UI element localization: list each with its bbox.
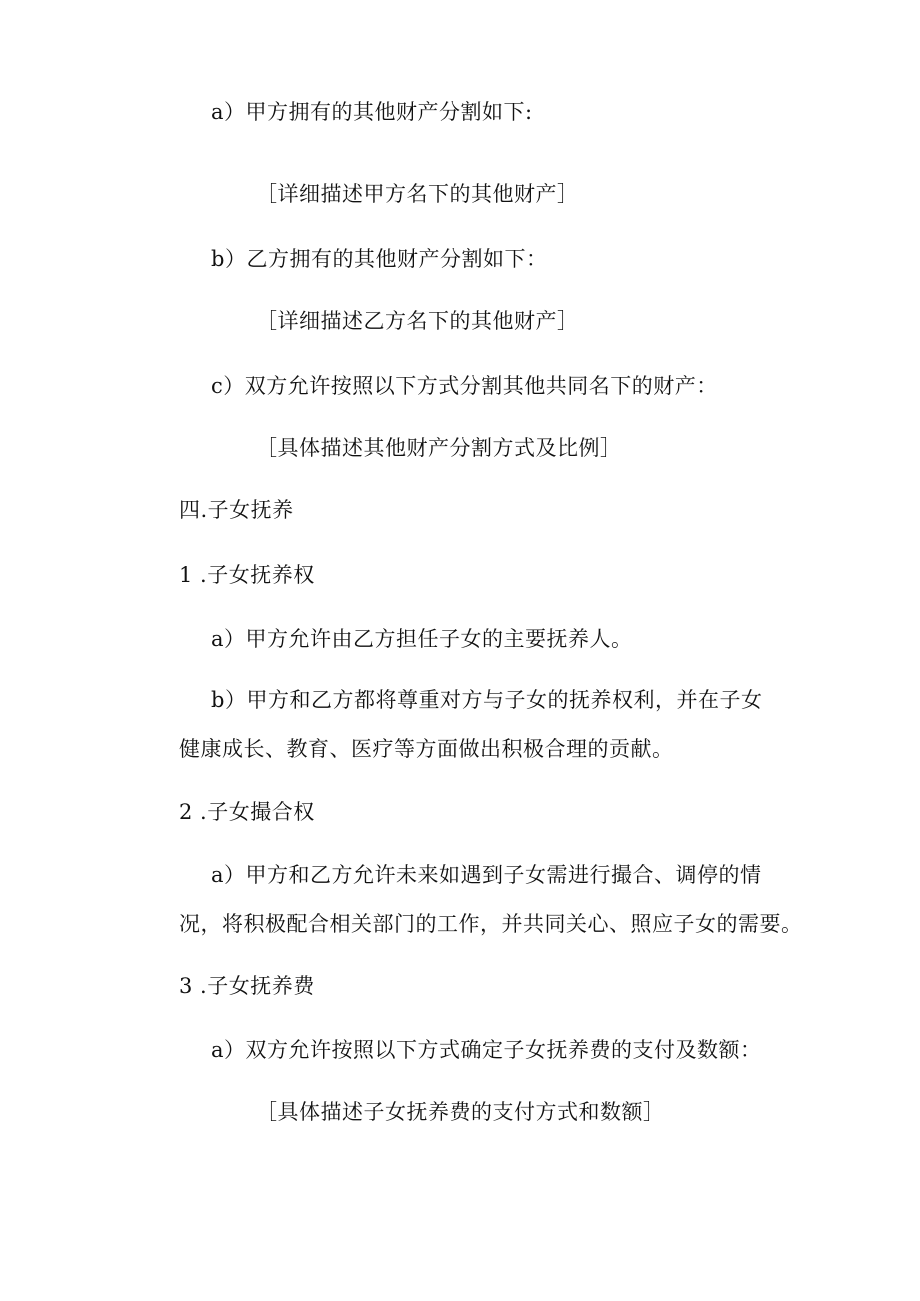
mediation-clause-a-line1: a）甲方和乙方允许未来如遇到子女需进行撮合、调停的情 [211,863,762,887]
custody-clause-a: a）甲方允许由乙方担任子女的主要抚养人。 [211,627,633,651]
mediation-clause-a-line2: 况，将积极配合相关部门的工作，并共同关心、照应子女的需要。 [179,912,803,936]
section-heading-child-custody: 四.子女抚养 [179,498,294,522]
joint-property-placeholder: ［具体描述其他财产分割方式及比例］ [256,436,622,460]
other-property-party-a-placeholder: ［详细描述甲方名下的其他财产］ [256,182,579,206]
subsection-child-support: 3 .子女抚养费 [179,974,315,998]
subsection-mediation-right: 2 .子女撮合权 [179,800,315,824]
other-property-party-b-clause: b）乙方拥有的其他财产分割如下： [211,247,548,271]
other-property-party-b-placeholder: ［详细描述乙方名下的其他财产］ [256,309,579,333]
child-support-placeholder: ［具体描述子女抚养费的支付方式和数额］ [256,1100,665,1124]
subsection-custody-right: 1 .子女抚养权 [179,563,315,587]
custody-clause-b-line1: b）甲方和乙方都将尊重对方与子女的抚养权利，并在子女 [211,688,763,712]
child-support-clause-a: a）双方允许按照以下方式确定子女抚养费的支付及数额： [211,1038,762,1062]
other-property-party-a-clause: a）甲方拥有的其他财产分割如下: [211,100,533,124]
custody-clause-b-line2: 健康成长、教育、医疗等方面做出积极合理的贡献。 [179,737,674,761]
joint-property-clause: c）双方允许按照以下方式分割其他共同名下的财产： [211,374,718,398]
